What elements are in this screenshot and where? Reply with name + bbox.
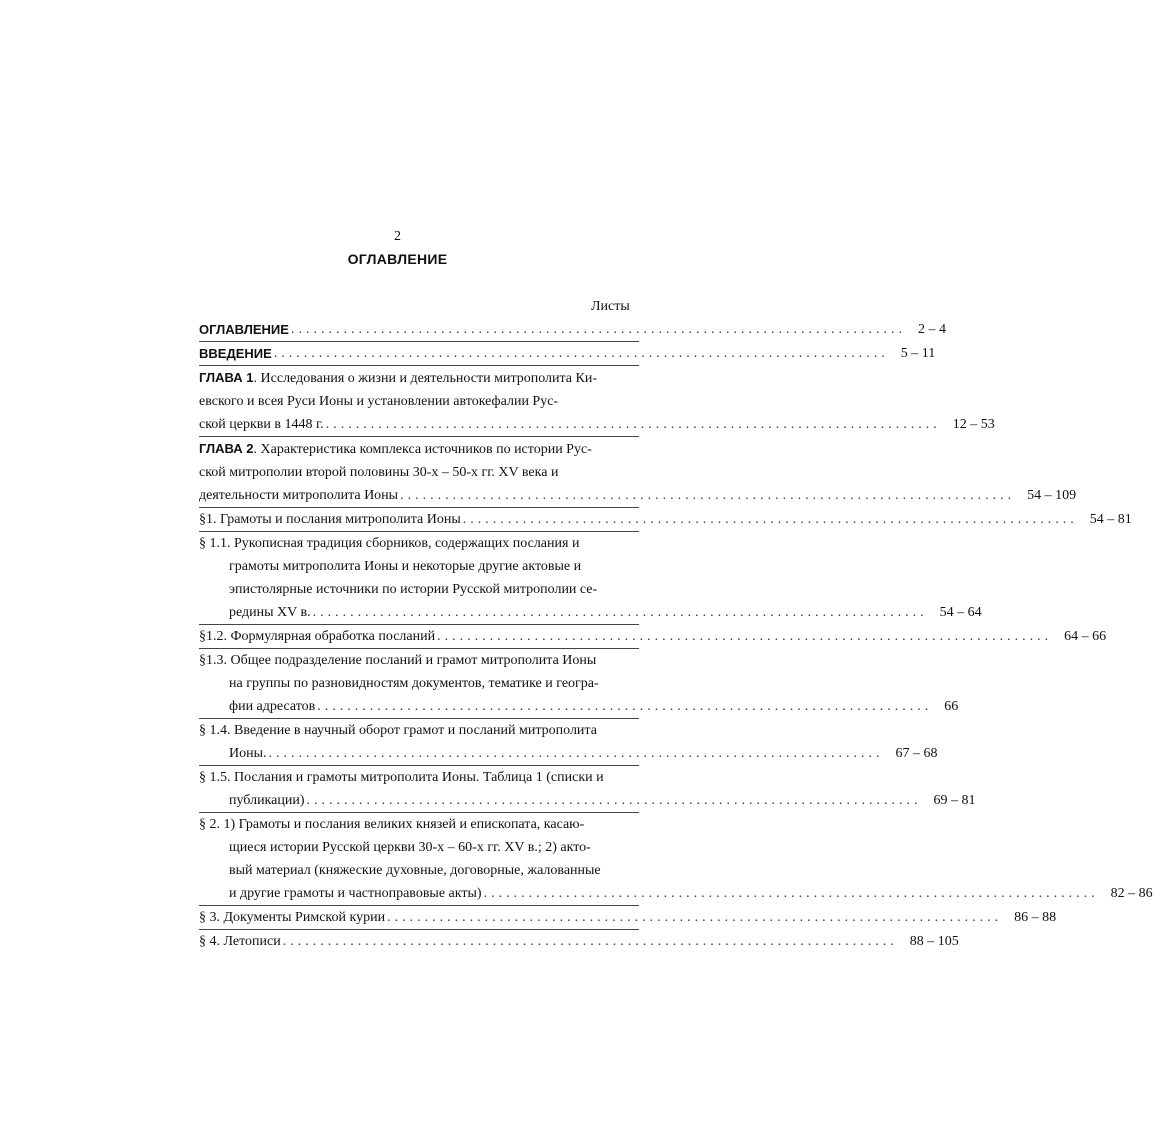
toc-entry-text: грамоты митрополита Ионы и некоторые другие актовые и: [229, 559, 582, 574]
toc-entry-section-1-5[interactable]: [199, 766, 976, 813]
toc-entry-introduction[interactable]: [199, 342, 936, 366]
toc-entry-text: § 3. Документы Римской курии: [199, 910, 386, 925]
toc-entry-text: публикации): [229, 793, 305, 808]
toc-entry-pages: 2 – 4: [917, 322, 946, 337]
toc-entry-text: и другие грамоты и частноправовые акты): [229, 886, 482, 901]
leader-dots: ..................................................................................: [462, 512, 1078, 527]
table-of-contents: [199, 318, 1153, 953]
leader-dots: ..................................................................................: [282, 934, 898, 949]
toc-entry-chapter-1[interactable]: [199, 366, 995, 437]
toc-entry-text: эпистолярные источники по истории Русской митрополии се-: [229, 582, 598, 597]
page-title: ОГЛАВЛЕНИЕ: [347, 251, 448, 267]
toc-entry-text: § 1.1. Рукописная традиция сборников, содержащих послания и: [199, 536, 580, 551]
toc-entry-text: §1.2. Формулярная обработка посланий: [199, 629, 436, 644]
toc-entry-label: ОГЛАВЛЕНИЕ: [199, 322, 289, 337]
leader-dots: ..................................................................................: [387, 910, 1003, 925]
toc-entry-text: ской церкви в 1448 г.: [199, 417, 324, 432]
toc-entry-text: §1.3. Общее подразделение посланий и грамот митрополита Ионы: [199, 653, 597, 668]
leader-dots: ..................................................................................: [273, 346, 889, 361]
toc-entry-section-1-4[interactable]: [199, 719, 938, 766]
toc-entry-label: ГЛАВА 1: [199, 370, 254, 385]
toc-entry-text: § 4. Летописи: [199, 934, 281, 949]
leader-dots: ..................................................................................: [483, 886, 1099, 901]
toc-entry-section-1-1[interactable]: [199, 532, 982, 625]
pages-column-header: Листы: [591, 299, 630, 314]
toc-entry-pages: 54 – 64: [939, 605, 982, 620]
toc-entry-contents[interactable]: [199, 318, 946, 342]
toc-entry-label: ВВЕДЕНИЕ: [199, 346, 272, 361]
toc-entry-text: фии адресатов: [229, 699, 316, 714]
toc-entry-chapter-2[interactable]: [199, 437, 1077, 508]
toc-entry-pages: 69 – 81: [933, 793, 976, 808]
toc-entry-pages: 88 – 105: [909, 934, 959, 949]
toc-entry-section-3[interactable]: [199, 906, 1057, 930]
toc-entry-section-4[interactable]: [199, 930, 959, 953]
toc-entry-text: на группы по разновидностям документов, тематике и геогра-: [229, 676, 599, 691]
toc-entry-pages: 67 – 68: [895, 746, 938, 761]
toc-entry-text: редины XV в.: [229, 605, 311, 620]
toc-entry-pages: 12 – 53: [952, 417, 995, 432]
toc-entry-section-1-2[interactable]: [199, 625, 1107, 649]
leader-dots: ..................................................................................: [290, 322, 906, 337]
leader-dots: ..................................................................................: [306, 793, 922, 808]
toc-entry-pages: 66: [944, 699, 959, 714]
leader-dots: ..................................................................................: [437, 629, 1053, 644]
toc-entry-label: ГЛАВА 2: [199, 441, 254, 456]
toc-entry-text: вый материал (княжеские духовные, договорные, жалованные: [229, 863, 601, 878]
toc-entry-text: деятельности митрополита Ионы: [199, 488, 399, 503]
toc-entry-pages: 54 – 109: [1027, 488, 1077, 503]
page-number: 2: [394, 229, 401, 244]
toc-entry-text: . Исследования о жизни и деятельности митрополита Ки-: [253, 371, 598, 386]
toc-entry-section-1[interactable]: [199, 508, 1132, 532]
toc-entry-pages: 64 – 66: [1064, 629, 1107, 644]
leader-dots: ..................................................................................: [400, 488, 1016, 503]
toc-entry-text: ской митрополии второй половины 30-х – 50-х гг. XV века и: [199, 465, 559, 480]
toc-entry-pages: 5 – 11: [900, 346, 936, 361]
toc-entry-pages: 86 – 88: [1014, 910, 1057, 925]
toc-entry-section-2[interactable]: [199, 813, 1153, 906]
toc-entry-text: § 1.5. Послания и грамоты митрополита Ионы. Таблица 1 (списки и: [199, 770, 604, 785]
toc-entry-text: . Характеристика комплекса источников по истории Рус-: [253, 442, 592, 457]
leader-dots: ..................................................................................: [312, 605, 928, 620]
toc-entry-text: §1. Грамоты и послания митрополита Ионы: [199, 512, 461, 527]
toc-entry-text: § 1.4. Введение в научный оборот грамот и посланий митрополита: [199, 723, 597, 738]
toc-entry-pages: 82 – 86: [1110, 886, 1153, 901]
toc-entry-text: § 2. 1) Грамоты и послания великих князей и епископата, касаю-: [199, 817, 585, 832]
leader-dots: ..................................................................................: [268, 746, 884, 761]
toc-entry-section-1-3[interactable]: [199, 649, 959, 719]
leader-dots: ..................................................................................: [317, 699, 933, 714]
leader-dots: ..................................................................................: [325, 417, 941, 432]
toc-entry-text: евского и всея Руси Ионы и установлении автокефалии Рус-: [199, 394, 559, 409]
toc-entry-text: щиеся истории Русской церкви 30-х – 60-х гг. XV в.; 2) акто-: [229, 840, 591, 855]
toc-entry-text: Ионы.: [229, 746, 267, 761]
toc-entry-pages: 54 – 81: [1089, 512, 1132, 527]
